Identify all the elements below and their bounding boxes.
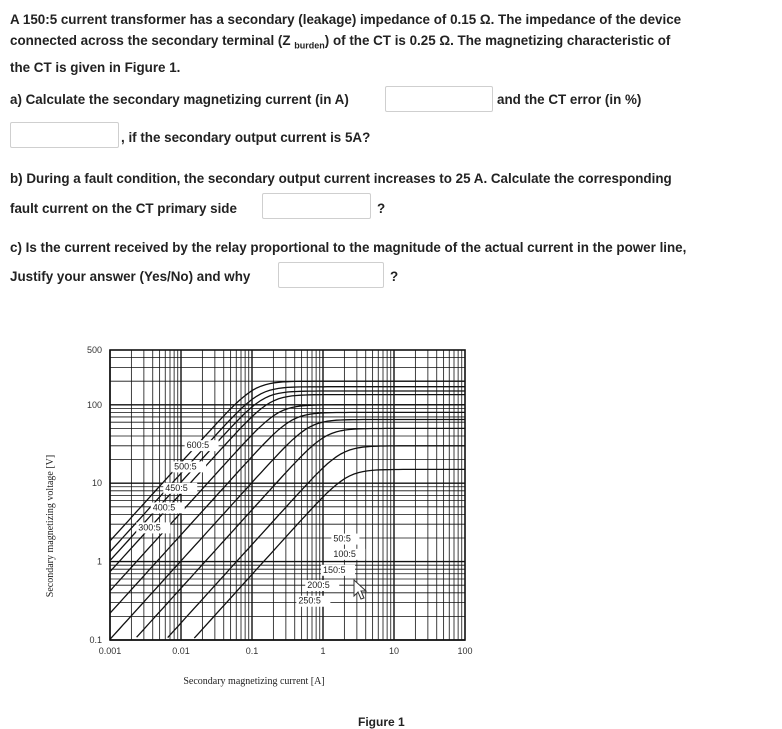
part-a-condition: , if the secondary output current is 5A? [121, 130, 371, 145]
x-tick-label: 0.01 [172, 646, 190, 656]
y-tick-label: 500 [86, 345, 102, 355]
intro-line-1: A 150:5 current transformer has a secondary (leakage) impedance of 0.15 Ω. The impedance of the device [10, 12, 682, 27]
x-tick-label: 1 [320, 646, 326, 656]
part-c-suffix: ? [390, 269, 399, 284]
part-a-error-input[interactable] [10, 122, 119, 148]
series-label: 600:5 [186, 440, 210, 451]
intro-line-2: connected across the secondary terminal (Z $_{burden}$) of the CT is 0.25 Ω. The magnetizing characteristic of [10, 33, 671, 51]
series-label: 300:5 [138, 522, 161, 533]
curve-300-5 [110, 405, 465, 591]
part-b-suffix: ? [377, 201, 386, 216]
part-c-answer-input[interactable] [278, 262, 384, 288]
series-label: 200:5 [307, 580, 330, 591]
part-c-label: c) Is the current received by the relay proportional to the magnitude of the actual current in the power line, [10, 240, 687, 255]
series-label: 250:5 [298, 595, 321, 606]
part-a-error-label: and the CT error (in %) [497, 92, 642, 107]
y-axis-label: Secondary magnetizing voltage [V] [45, 454, 56, 598]
series-label: 500:5 [174, 461, 197, 472]
series-label: 400:5 [152, 502, 176, 513]
part-c-label-2: Justify your answer (Yes/No) and why [10, 269, 251, 284]
y-tick-label: 1 [96, 556, 102, 567]
mouse-cursor-icon [354, 580, 366, 599]
figure-caption: Figure 1 [358, 715, 405, 729]
x-tick-label: 0.001 [98, 646, 122, 656]
x-axis-label: Secondary magnetizing current [A] [183, 676, 325, 687]
part-b-label-2: fault current on the CT primary side [10, 201, 237, 216]
x-tick-label: 100 [457, 646, 473, 656]
series-label: 50:5 [333, 533, 351, 544]
part-a-label: a) Calculate the secondary magnetizing current (in A) [10, 92, 349, 107]
y-tick-label: 100 [86, 399, 102, 410]
y-tick-label: 10 [91, 478, 102, 489]
x-tick-label: 10 [388, 646, 400, 656]
intro-line-3: the CT is given in Figure 1. [10, 59, 181, 75]
question-intro [10, 9, 681, 78]
part-a-current-input[interactable] [385, 86, 493, 112]
series-label: 150:5 [323, 564, 346, 575]
curve-50-5 [194, 469, 465, 638]
chart-grid [110, 350, 465, 640]
part-b-label: b) During a fault condition, the secondary output current increases to 25 A. Calculate the corresponding [10, 171, 672, 186]
y-tick-label: 0.1 [89, 635, 102, 645]
series-label: 450:5 [165, 482, 188, 493]
magnetization-chart [0, 330, 782, 714]
series-label: 100:5 [333, 548, 356, 559]
x-tick-label: 0.1 [245, 646, 259, 656]
part-b-fault-input[interactable] [262, 193, 371, 219]
